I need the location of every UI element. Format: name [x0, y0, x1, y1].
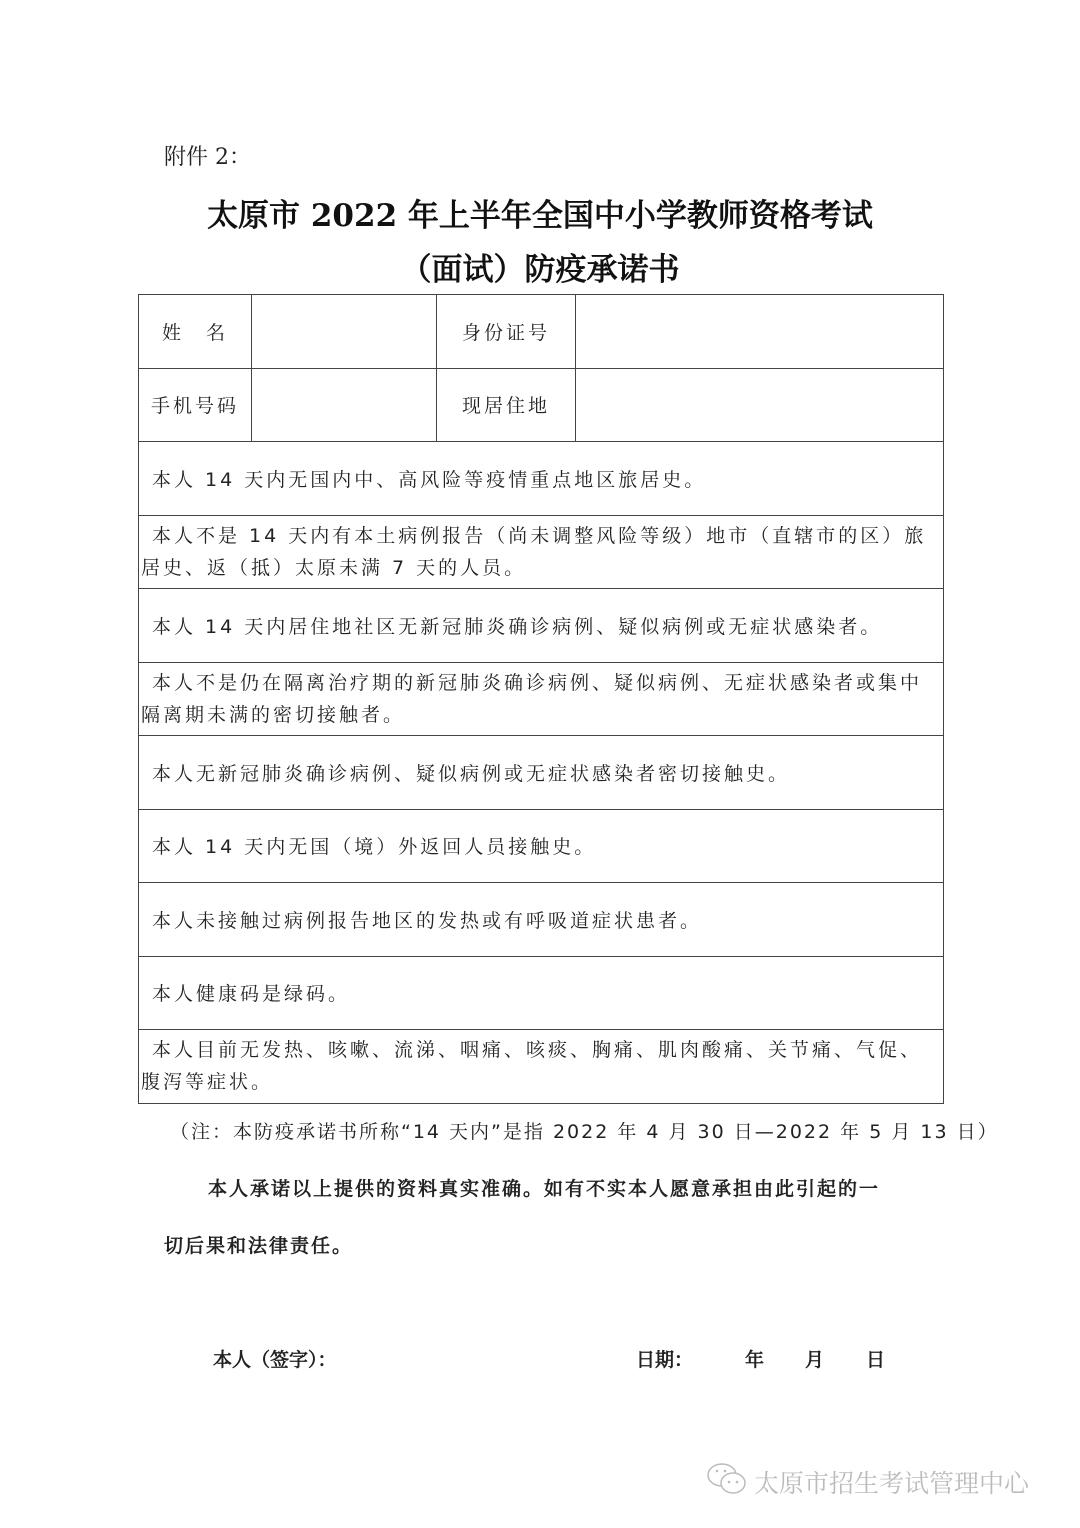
id-number-field[interactable]	[576, 295, 944, 369]
statement-row: 本人无新冠肺炎确诊病例、疑似病例或无症状感染者密切接触史。	[139, 736, 944, 810]
statement-row: 本人不是 14 天内有本土病例报告（尚未调整风险等级）地市（直辖市的区）旅居史、返（抵）太原未满 7 天的人员。	[139, 515, 944, 589]
name-field[interactable]	[252, 295, 437, 369]
watermark-text: 太原市招生考试管理中心	[754, 1469, 1030, 1498]
document-title-line1: 太原市 2022 年上半年全国中小学教师资格考试	[207, 198, 873, 234]
day-label: 日	[866, 1349, 886, 1371]
pledge-form-table	[138, 294, 944, 1104]
statement-row: 本人 14 天内无国（境）外返回人员接触史。	[139, 809, 944, 883]
signature-label: 本人（签字）：	[213, 1349, 337, 1371]
month-label: 月	[805, 1349, 825, 1371]
statement-row: 本人未接触过病例报告地区的发热或有呼吸道症状患者。	[139, 883, 944, 957]
promise-text-line2: 切后果和法律责任。	[164, 1235, 354, 1257]
id-number-label: 身份证号	[437, 295, 576, 369]
statement-row: 本人 14 天内居住地社区无新冠肺炎确诊病例、疑似病例或无症状感染者。	[139, 589, 944, 663]
address-label: 现居住地	[437, 368, 576, 442]
phone-label: 手机号码	[139, 368, 252, 442]
date-range-note: （注：本防疫承诺书所称“14 天内”是指 2022 年 4 月 30 日—2022 年 5 月 13 日）	[170, 1121, 999, 1143]
statement-row: 本人目前无发热、咳嗽、流涕、咽痛、咳痰、胸痛、肌肉酸痛、关节痛、气促、腹泻等症状。	[139, 1030, 944, 1104]
address-field[interactable]	[576, 368, 944, 442]
annex-label: 附件 2：	[164, 145, 251, 170]
statement-row: 本人 14 天内无国内中、高风险等疫情重点地区旅居史。	[139, 442, 944, 516]
watermark	[706, 1462, 1029, 1502]
year-label: 年	[745, 1349, 765, 1371]
name-label: 姓 名	[139, 295, 252, 369]
promise-text-line1: 本人承诺以上提供的资料真实准确。如有不实本人愿意承担由此引起的一	[208, 1178, 881, 1200]
document-title-line2: （面试）防疫承诺书	[400, 252, 680, 288]
phone-field[interactable]	[252, 368, 437, 442]
statement-row: 本人健康码是绿码。	[139, 956, 944, 1030]
date-label: 日期：	[636, 1349, 694, 1371]
wechat-icon	[706, 1462, 748, 1502]
statement-row: 本人不是仍在隔离治疗期的新冠肺炎确诊病例、疑似病例、无症状感染者或集中隔离期未满的密切接触者。	[139, 662, 944, 736]
